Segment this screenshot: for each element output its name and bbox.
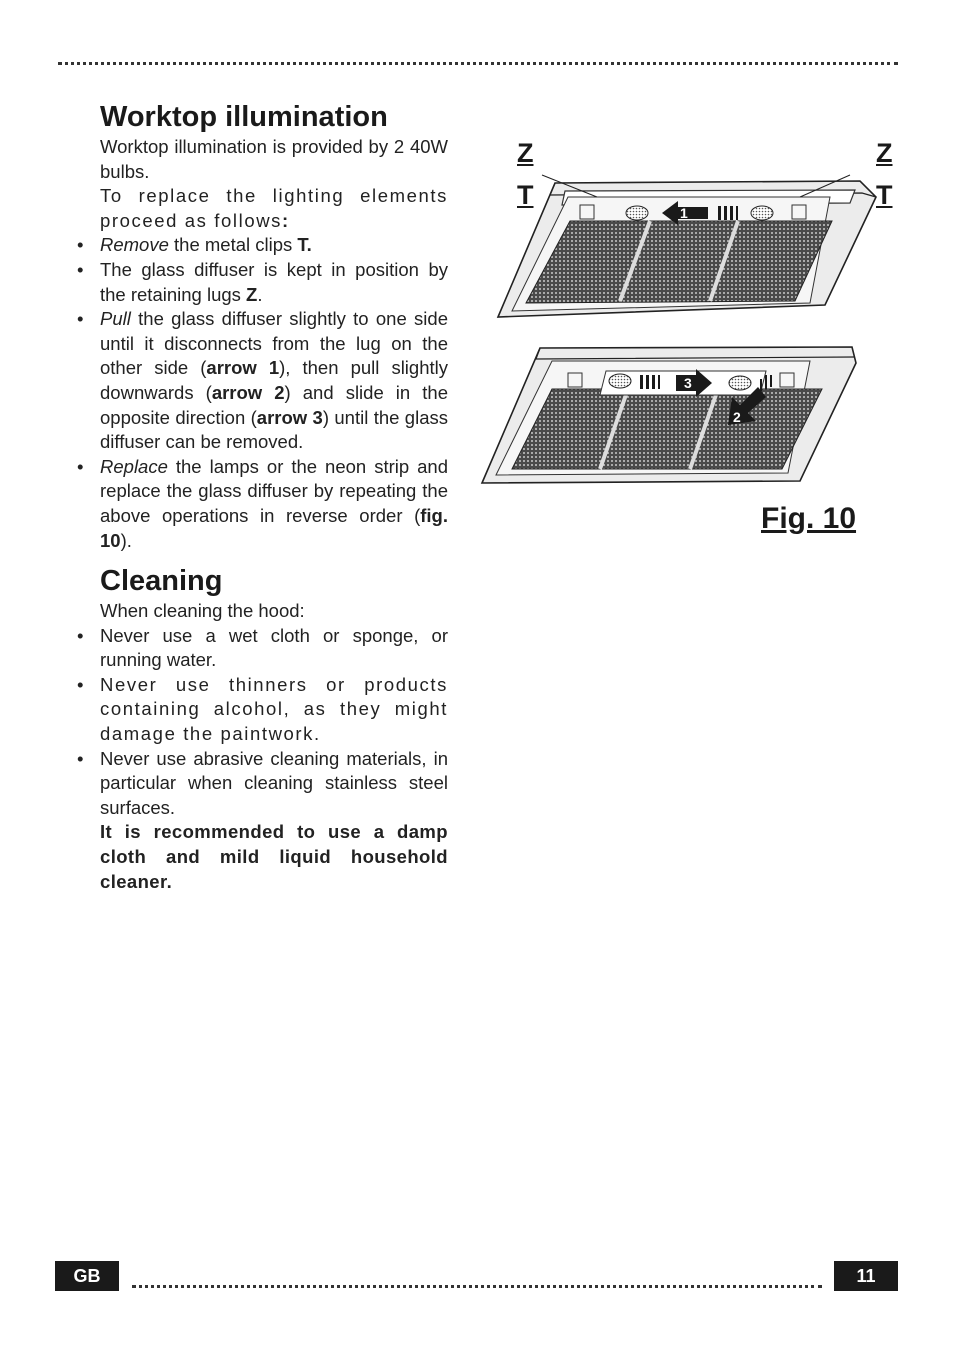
list-item: • Never use abrasive cleaning materials, in particular when cleaning stainless steel surfaces. xyxy=(72,747,448,821)
worktop-steps xyxy=(72,233,448,553)
label-z-left: Z xyxy=(517,138,534,168)
arrow-1-label: 1 xyxy=(680,205,688,221)
cleaning-recommendation: It is recommended to use a damp cloth and mild liquid household cleaner. xyxy=(100,821,448,892)
cleaning-heading: Cleaning xyxy=(100,565,223,598)
language-tab: GB xyxy=(55,1261,119,1291)
hood-top-drawing xyxy=(498,175,876,317)
list-item: • Remove the metal clips T. xyxy=(72,233,448,258)
fig10-illustration xyxy=(470,135,910,495)
worktop-intro-2: To replace the lighting elements proceed as follows: xyxy=(100,185,448,231)
list-item: • Replace the lamps or the neon strip and replace the glass diffuser by repeating the above operations in reverse order (fig. 10). xyxy=(72,455,448,553)
label-t-right: T xyxy=(876,180,893,210)
list-item: • Never use thinners or products containing alcohol, as they might damage the paintwork. xyxy=(72,673,448,747)
figure-label: Fig. 10 xyxy=(761,502,857,535)
hood-bottom-drawing xyxy=(482,347,856,483)
label-t-left: T xyxy=(517,180,534,210)
arrow-2-label: 2 xyxy=(733,409,741,425)
cleaning-list xyxy=(72,624,448,821)
bottom-dotted-rule xyxy=(132,1285,822,1288)
text-column xyxy=(72,101,448,894)
list-item: • The glass diffuser is kept in position by the retaining lugs Z. xyxy=(72,258,448,307)
top-dotted-rule xyxy=(58,62,898,65)
cleaning-intro: When cleaning the hood: xyxy=(100,600,305,622)
arrow-3-label: 3 xyxy=(684,375,692,391)
list-item: • Pull the glass diffuser slightly to one side until it disconnects from the lug on the other side (arrow 1), then pull slightly downwards (arrow 2) and slide in the opposite direction (arrow 3) until the glass diffuser can be removed. xyxy=(72,307,448,455)
label-z-right: Z xyxy=(876,138,893,168)
list-item: • Never use a wet cloth or sponge, or running water. xyxy=(72,624,448,673)
worktop-heading: Worktop illumination xyxy=(100,101,388,133)
page-number: 11 xyxy=(834,1261,898,1291)
worktop-intro-1: Worktop illumination is provided by 2 40W bulbs. xyxy=(100,136,448,182)
